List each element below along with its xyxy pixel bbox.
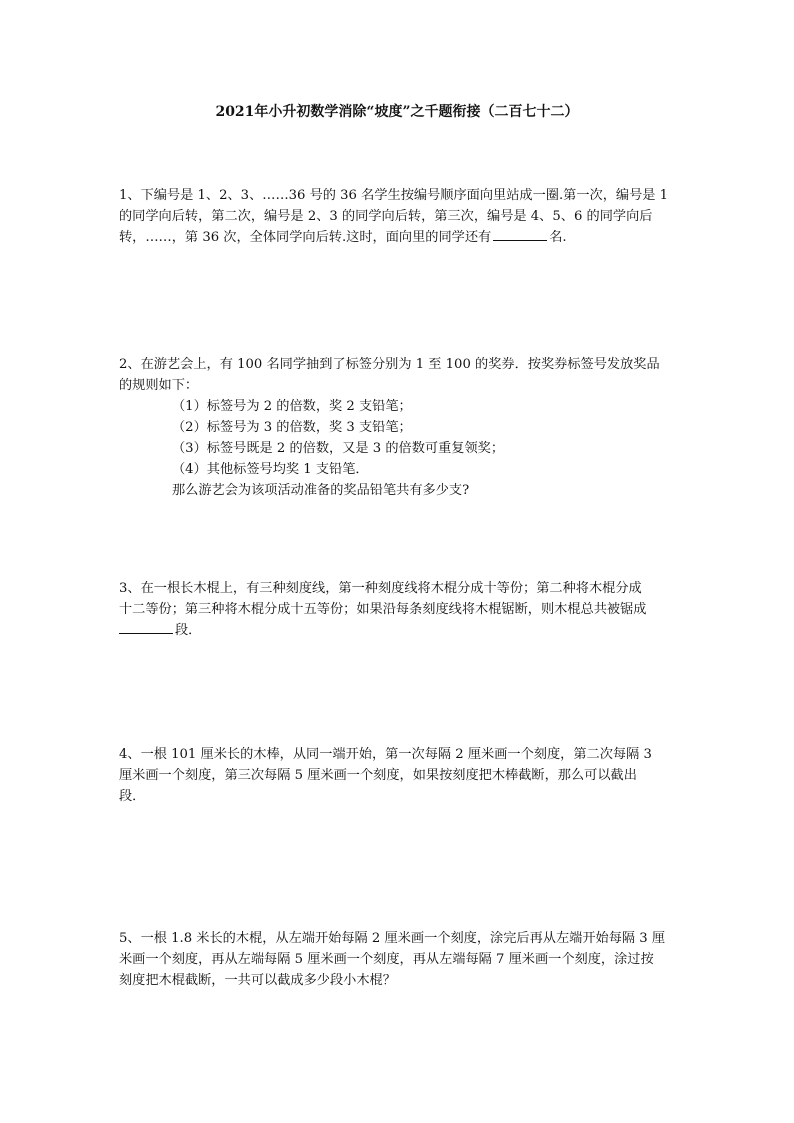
question-2-rule-3: （3）标签号既是 2 的倍数，又是 3 的倍数可重复领奖； bbox=[172, 441, 505, 456]
question-2-line-2: 的规则如下： bbox=[119, 378, 199, 393]
question-2-rule-1: （1）标签号为 2 的倍数，奖 2 支铅笔； bbox=[172, 399, 412, 414]
question-1-line-3 bbox=[119, 227, 679, 248]
question-4 bbox=[119, 744, 679, 807]
question-2-rule-2: （2）标签号为 3 的倍数，奖 3 支铅笔； bbox=[172, 420, 412, 435]
question-5 bbox=[119, 928, 679, 991]
question-1-line-3-text: 转，……，第 36 次，全体同学向后转.这时，面向里的同学还有 bbox=[119, 230, 492, 245]
question-3-line-3 bbox=[119, 620, 679, 641]
question-1 bbox=[119, 185, 679, 248]
question-3-line-2: 十二等份；第三种将木棍分成十五等份；如果沿每条刻度线将木棍锯断，则木棍总共被锯成 bbox=[119, 602, 647, 617]
question-1-line-2: 的同学向后转，第二次，编号是 2、3 的同学向后转，第三次，编号是 4、5、6 的同学向后 bbox=[119, 209, 653, 224]
question-1-line-1: 1、下编号是 1、2、3、……36 号的 36 名学生按编号顺序面向里站成一圈.第一次，编号是 1 bbox=[119, 188, 669, 203]
question-3-line-3-end: 段． bbox=[175, 623, 202, 638]
question-2 bbox=[119, 354, 679, 501]
question-5-line-1: 5、一根 1.8 米长的木棍，从左端开始每隔 2 厘米画一个刻度，涂完后再从左端开始每隔 3 厘 bbox=[119, 931, 666, 946]
question-2-rule-4: （4）其他标签号均奖 1 支铅笔． bbox=[172, 462, 369, 477]
question-3 bbox=[119, 578, 679, 641]
question-4-line-3: 段． bbox=[119, 789, 146, 804]
question-2-line-1: 2、在游艺会上，有 100 名同学抽到了标签分别为 1 至 100 的奖券．按奖券标签号发放奖品 bbox=[119, 357, 660, 372]
answer-blank-1[interactable] bbox=[493, 227, 547, 241]
question-3-line-1: 3、在一根长木棍上，有三种刻度线，第一种刻度线将木棍分成十等份；第二种将木棍分成 bbox=[119, 581, 642, 596]
question-2-ask: 那么游艺会为该项活动准备的奖品铅笔共有多少支? bbox=[172, 483, 470, 498]
question-1-line-3-end: 名. bbox=[549, 230, 567, 245]
answer-blank-3[interactable] bbox=[119, 620, 173, 634]
document-title: 2021年小升初数学消除“坡度”之千题衔接（二百七十二） bbox=[215, 104, 579, 120]
question-5-line-3: 刻度把木棍截断，一共可以截成多少段小木棍？ bbox=[119, 973, 396, 988]
question-5-line-2: 米画一个刻度，再从左端每隔 5 厘米画一个刻度，再从左端每隔 7 厘米画一个刻度，涂过按 bbox=[119, 952, 654, 967]
question-4-line-2: 厘米画一个刻度，第三次每隔 5 厘米画一个刻度，如果按刻度把木棒截断，那么可以截出 bbox=[119, 768, 637, 783]
question-4-line-1: 4、一根 101 厘米长的木棒，从同一端开始，第一次每隔 2 厘米画一个刻度，第二次每隔 3 bbox=[119, 747, 652, 762]
